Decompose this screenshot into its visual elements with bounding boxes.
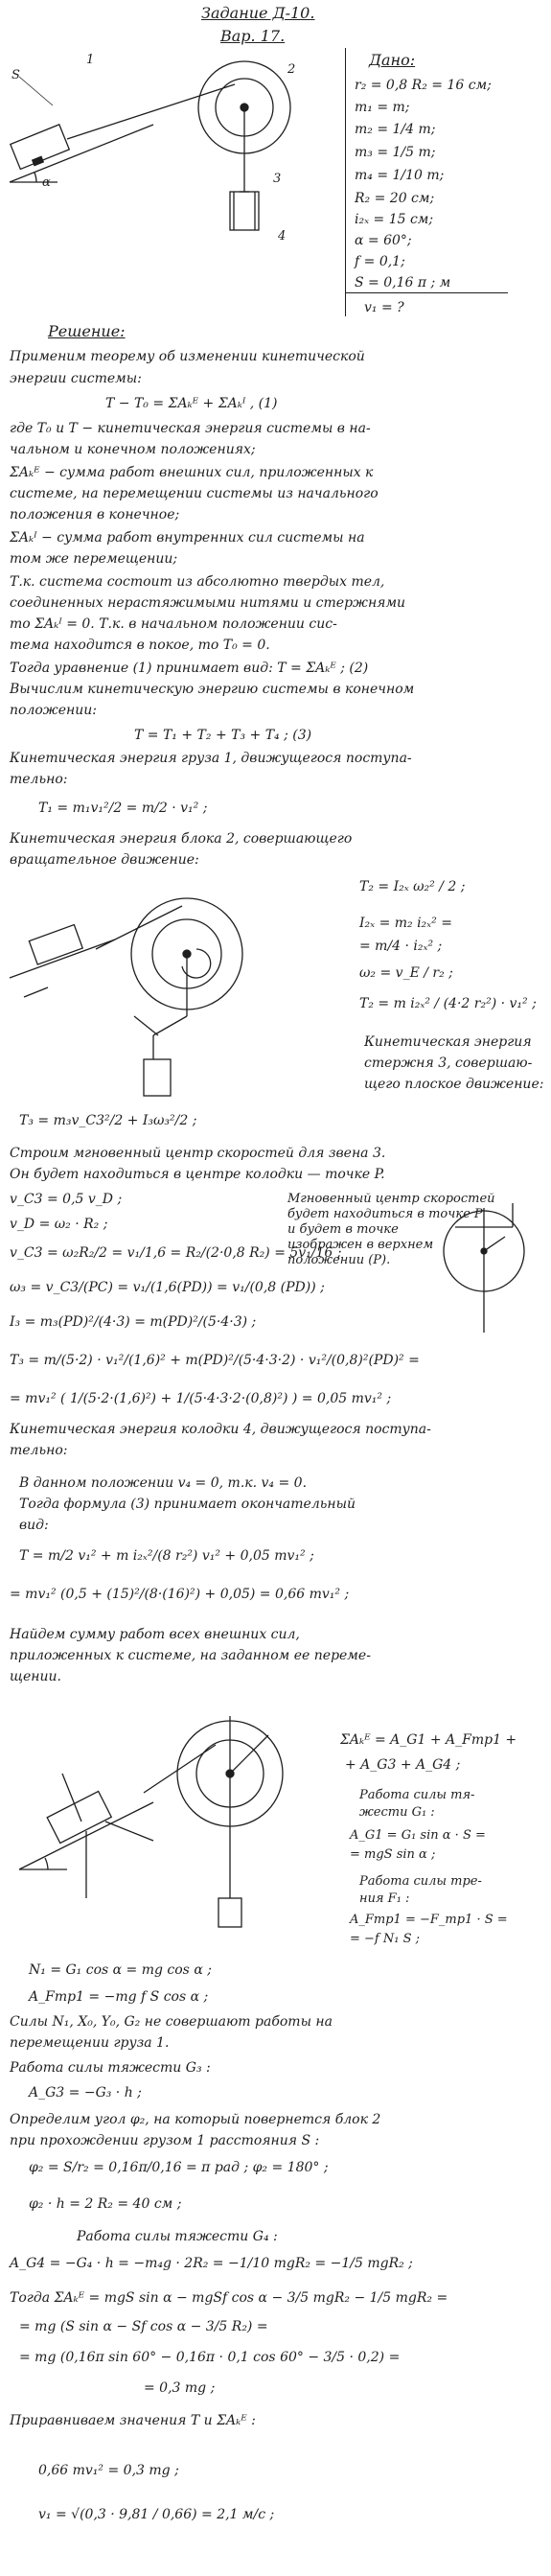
solution-line: Кинетическая энергия блока 2, совершающего xyxy=(10,831,353,847)
solution-line: положения в конечное; xyxy=(10,507,180,522)
rod-line: = mv₁² ( 1/(5·2·(1,6)²) + 1/(5·4·3·2·(0,8)²) ) = 0,05 mv₁² ; xyxy=(10,1391,392,1406)
rod-line: щении. xyxy=(10,1669,62,1684)
solution-line: Применим теорему об изменении кинетической xyxy=(10,349,365,364)
rod-line: v_C3 = 0,5 v_D ; xyxy=(10,1192,123,1207)
solution-line: T = T₁ + T₂ + T₃ + T₄ ; (3) xyxy=(134,728,312,743)
label-alpha: α xyxy=(42,175,51,190)
mcs-note: Мгновенный центр скоростей xyxy=(287,1192,495,1206)
mcs-note: положении (P). xyxy=(287,1253,391,1267)
work-sum-line: ΣAₖᴱ = A_G1 + A_Fтр1 + xyxy=(340,1732,517,1748)
given-line: i₂ₓ = 15 см; xyxy=(355,212,434,227)
given-line: m₄ = 1/10 m; xyxy=(355,168,445,183)
given-line: m₂ = 1/4 m; xyxy=(355,122,436,137)
rod-line: вид: xyxy=(19,1518,49,1533)
solution-line: тема находится в покое, то T₀ = 0. xyxy=(10,638,270,653)
label-3: 3 xyxy=(273,172,282,186)
rod-line: В данном положении v₄ = 0, т.к. v₄ = 0. xyxy=(19,1475,308,1491)
work-line: перемещении груза 1. xyxy=(10,2035,170,2051)
solution-line: положении: xyxy=(10,703,97,718)
rod-line: T₃ = m/(5·2) · v₁²/(1,6)² + m(PD)²/(5·4·3·2) · v₁²/(0,8)²(PD)² = xyxy=(10,1353,420,1368)
block-line: стержня 3, совершаю- xyxy=(364,1056,533,1071)
rod-line: = mv₁² (0,5 + (15)²/(8·(16)²) + 0,05) = 0,66 mv₁² ; xyxy=(10,1587,350,1602)
rod-line: Кинетическая энергия колодки 4, движущегося поступа- xyxy=(10,1422,431,1437)
given-line: m₃ = 1/5 m; xyxy=(355,145,436,160)
rod-line: v_D = ω₂ · R₂ ; xyxy=(10,1217,108,1232)
work-line: A_G4 = −G₄ · h = −m₄g · 2R₂ = −1/10 mgR₂ = −1/5 mgR₂ ; xyxy=(10,2256,413,2271)
solution-line: где T₀ и T − кинетическая энергия системы в на- xyxy=(10,421,371,436)
solution-line: T₁ = m₁v₁²/2 = m/2 · v₁² ; xyxy=(38,801,208,816)
mcs-note: и будет в точке xyxy=(287,1222,399,1237)
forces-figure xyxy=(10,1706,316,1937)
work-line: Приравниваем значения T и ΣAₖᴱ : xyxy=(10,2413,256,2428)
work-line: v₁ = √(0,3 · 9,81 / 0,66) = 2,1 м/с ; xyxy=(38,2507,275,2522)
work-line: = mg (0,16π sin 60° − 0,16π · 0,1 cos 60° − 3/5 · 0,2) = xyxy=(19,2350,401,2365)
task-title: Задание Д-10. xyxy=(201,4,315,22)
solution-line: Тогда уравнение (1) принимает вид: T = ΣAₖᴱ ; (2) xyxy=(10,661,369,676)
rod-line: тельно: xyxy=(10,1443,68,1458)
rod-line: v_C3 = ω₂R₂/2 = v₁/1,6 = R₂/(2·0,8 R₂) = 5v₁/16 ; xyxy=(10,1245,342,1261)
block-line: щего плоское движение: xyxy=(364,1077,544,1092)
work-line: = 0,3 mg ; xyxy=(144,2380,216,2396)
solution-line: T − T₀ = ΣAₖᴱ + ΣAₖᴵ , (1) xyxy=(105,396,278,411)
given-line: m₁ = m; xyxy=(355,100,410,115)
mcs-note: будет находиться в точке P xyxy=(287,1207,483,1221)
solution-line: энергии системы: xyxy=(10,371,142,386)
velocity-figure xyxy=(0,882,307,1102)
rod-line: Строим мгновенный центр скоростей для звена 3. xyxy=(10,1146,386,1161)
work-line: Тогда ΣAₖᴱ = mgS sin α − mgSf cos α − 3/5 mgR₂ − 1/5 mgR₂ = xyxy=(10,2290,448,2306)
block-line: T₂ = m i₂ₓ² / (4·2 r₂²) · v₁² ; xyxy=(359,996,537,1011)
solution-title: Решение: xyxy=(48,322,126,340)
work-side-line: = −f N₁ S ; xyxy=(350,1932,420,1946)
given-line: α = 60°; xyxy=(355,233,412,248)
mechanism-figure xyxy=(0,48,316,259)
work-line: Работа силы тяжести G₃ : xyxy=(10,2060,211,2076)
given-line: f = 0,1; xyxy=(355,254,405,269)
work-sum-line: + A_G3 + A_G4 ; xyxy=(345,1757,461,1773)
work-line: 0,66 mv₁² = 0,3 mg ; xyxy=(38,2463,179,2478)
mcs-figure xyxy=(436,1198,541,1342)
work-side-line: A_G1 = G₁ sin α · S = xyxy=(350,1828,486,1843)
label-4: 4 xyxy=(278,229,287,244)
work-line: Работа силы тяжести G₄ : xyxy=(77,2229,278,2244)
rod-line: Тогда формула (3) принимает окончательный xyxy=(19,1497,356,1512)
find-line: v₁ = ? xyxy=(364,300,404,315)
solution-line: то ΣAₖᴵ = 0. Т.к. в начальном положении сис- xyxy=(10,616,337,632)
rod-line: Найдем сумму работ всех внешних сил, xyxy=(10,1627,300,1642)
solution-line: соединенных нерастяжимыми нитями и стержнями xyxy=(10,595,406,611)
solution-line: системе, на перемещении системы из начального xyxy=(10,486,379,501)
given-line: R₂ = 20 см; xyxy=(355,191,435,206)
rod-line: T₃ = m₃v_C3²/2 + I₃ω₃²/2 ; xyxy=(19,1113,197,1128)
solution-line: ΣAₖᴱ − сумма работ внешних сил, приложенных к xyxy=(10,465,374,480)
work-line: N₁ = G₁ cos α = mg cos α ; xyxy=(29,1962,212,1978)
solution-line: вращательное движение: xyxy=(10,852,199,868)
solution-line: Кинетическая энергия груза 1, движущегося поступа- xyxy=(10,751,412,766)
work-side-line: Работа силы тре- xyxy=(359,1874,482,1889)
given-title: Дано: xyxy=(369,51,416,69)
rod-line: T = m/2 v₁² + m i₂ₓ²/(8 r₂²) v₁² + 0,05 mv₁² ; xyxy=(19,1548,314,1564)
work-line: A_G3 = −G₃ · h ; xyxy=(29,2085,142,2100)
work-side-line: = mgS sin α ; xyxy=(350,1847,436,1862)
block-line: I₂ₓ = m₂ i₂ₓ² = xyxy=(359,916,452,931)
work-line: при прохождении грузом 1 расстояния S : xyxy=(10,2133,320,2148)
work-line: φ₂ · h = 2 R₂ = 40 см ; xyxy=(29,2196,182,2212)
mcs-note: изображен в верхнем xyxy=(287,1238,434,1252)
solution-line: ΣAₖᴵ − сумма работ внутренних сил системы на xyxy=(10,530,365,545)
label-s: S xyxy=(11,68,20,82)
block-line: T₂ = I₂ₓ ω₂² / 2 ; xyxy=(359,879,466,894)
work-side-line: A_Fтр1 = −F_тр1 · S = xyxy=(350,1913,508,1927)
label-2: 2 xyxy=(287,62,296,77)
given-line: S = 0,16 π ; м xyxy=(355,275,451,290)
work-line: A_Fтр1 = −mg f S cos α ; xyxy=(29,1989,209,2005)
rod-line: I₃ = m₃(PD)²/(4·3) = m(PD)²/(5·4·3) ; xyxy=(10,1314,257,1330)
given-divider xyxy=(345,292,508,293)
block-line: Кинетическая энергия xyxy=(364,1034,532,1050)
solution-line: тельно: xyxy=(10,772,68,787)
solution-line: том же перемещении; xyxy=(10,551,178,567)
work-side-line: Работа силы тя- xyxy=(359,1788,475,1802)
label-1: 1 xyxy=(86,53,95,67)
block-line: ω₂ = v_E / r₂ ; xyxy=(359,965,453,981)
rod-line: приложенных к системе, на заданном ее переме- xyxy=(10,1648,371,1663)
work-line: = mg (S sin α − Sf cos α − 3/5 R₂) = xyxy=(19,2319,268,2334)
rod-line: ω₃ = v_C3/(PC) = v₁/(1,6(PD)) = v₁/(0,8 (PD)) ; xyxy=(10,1280,325,1295)
work-line: φ₂ = S/r₂ = 0,16π/0,16 = π рад ; φ₂ = 180° ; xyxy=(29,2160,329,2175)
work-line: Силы N₁, X₀, Y₀, G₂ не совершают работы на xyxy=(10,2014,333,2030)
work-line: Определим угол φ₂, на который повернется блок 2 xyxy=(10,2112,381,2127)
rod-line: Он будет находиться в центре колодки — точке P. xyxy=(10,1167,385,1182)
variant-label: Вар. 17. xyxy=(220,27,286,45)
given-line: r₂ = 0,8 R₂ = 16 см; xyxy=(355,78,492,93)
solution-line: чальном и конечном положениях; xyxy=(10,442,256,457)
solution-line: Т.к. система состоит из абсолютно твердых тел, xyxy=(10,574,385,590)
work-side-line: ния F₁ : xyxy=(359,1891,410,1906)
block-line: = m/4 · i₂ₓ² ; xyxy=(359,939,443,954)
solution-line: Вычислим кинетическую энергию системы в конечном xyxy=(10,682,415,697)
given-border xyxy=(345,48,346,316)
work-side-line: жести G₁ : xyxy=(359,1805,435,1820)
